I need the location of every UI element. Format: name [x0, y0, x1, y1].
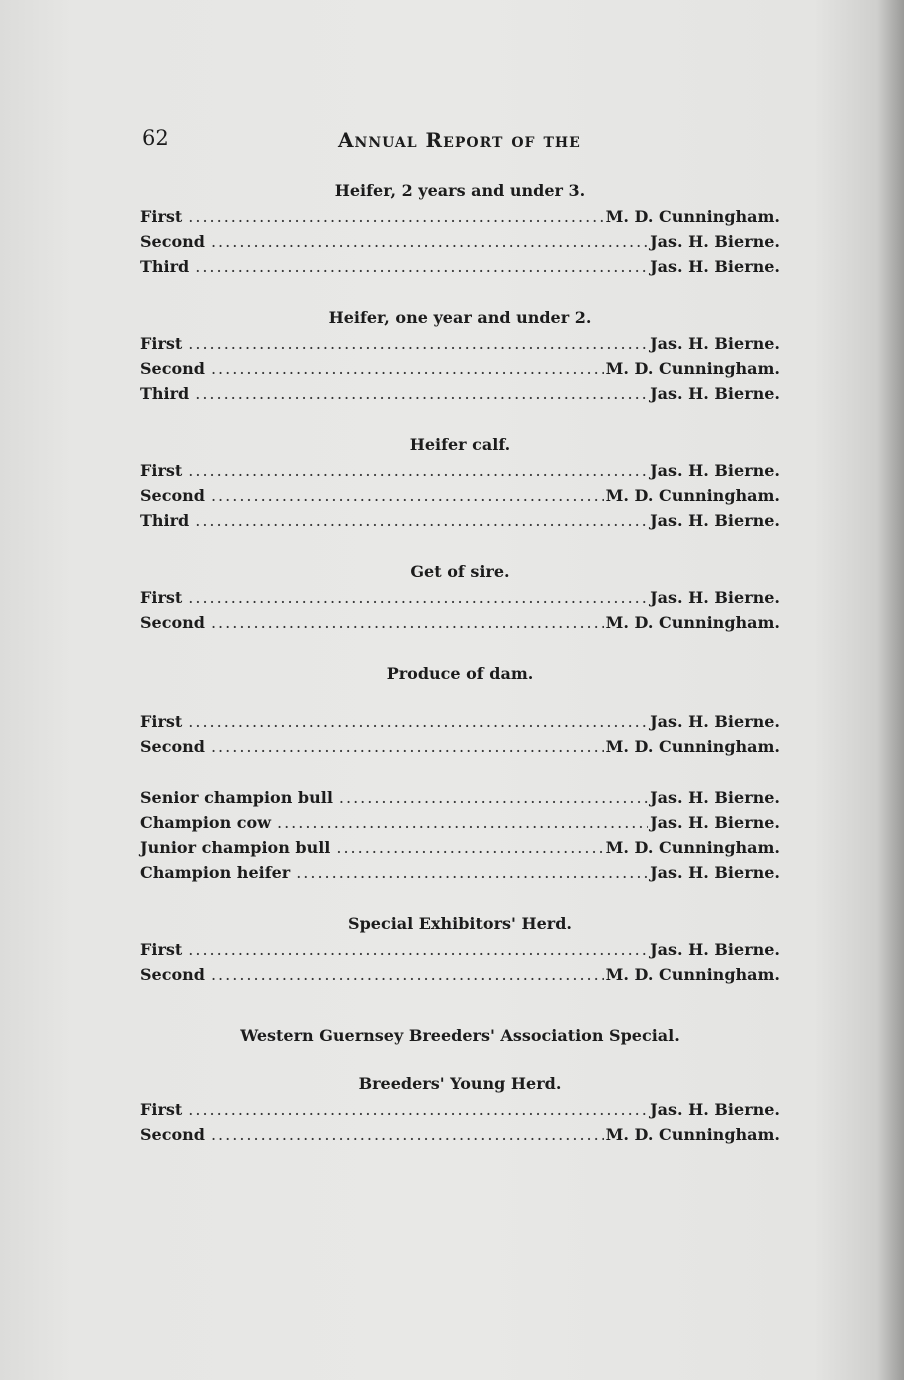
page-header [142, 126, 782, 156]
leader-dots [296, 860, 648, 885]
spacer [140, 885, 780, 911]
place-label: First [140, 712, 183, 731]
result-row [140, 356, 780, 381]
place-label: Third [140, 511, 190, 530]
result-row [140, 381, 780, 406]
leader-dots [188, 204, 603, 229]
running-head: Annual Report of the [338, 128, 581, 152]
winner-name: M. D. Cunningham. [605, 486, 780, 505]
spacer [140, 987, 780, 1023]
leader-dots [211, 229, 648, 254]
winner-name: M. D. Cunningham. [605, 1125, 780, 1144]
winner-name: Jas. H. Bierne. [650, 588, 780, 607]
result-row [140, 254, 780, 279]
winner-name: Jas. H. Bierne. [650, 813, 780, 832]
spacer [140, 1049, 780, 1071]
section-produce-of-dam [140, 661, 780, 759]
place-label: First [140, 588, 183, 607]
leader-dots [195, 381, 648, 406]
result-row [140, 610, 780, 635]
leader-dots [211, 483, 604, 508]
result-row [140, 1097, 780, 1122]
place-label: Champion heifer [140, 863, 291, 882]
section-title: Heifer, 2 years and under 3. [334, 181, 586, 200]
winner-name: M. D. Cunningham. [605, 207, 780, 226]
winner-name: M. D. Cunningham. [605, 965, 780, 984]
place-label: Junior champion bull [140, 838, 331, 857]
winner-name: Jas. H. Bierne. [650, 511, 780, 530]
place-label: First [140, 207, 183, 226]
section-special-herd [140, 911, 780, 987]
leader-dots [211, 610, 604, 635]
winner-name: M. D. Cunningham. [605, 359, 780, 378]
spacer [140, 279, 780, 305]
leader-dots [211, 734, 604, 759]
result-row [140, 1122, 780, 1147]
result-row [140, 204, 780, 229]
place-label: Second [140, 613, 205, 632]
leader-dots [188, 331, 648, 356]
leader-dots [188, 1097, 648, 1122]
section-heifer-calf [140, 432, 780, 533]
association-title: Western Guernsey Breeders' Association Special. [240, 1026, 680, 1045]
result-row [140, 585, 780, 610]
leader-dots [339, 785, 648, 810]
place-label: Champion cow [140, 813, 271, 832]
section-title: Heifer, one year and under 2. [328, 308, 592, 327]
section-title: Get of sire. [410, 562, 510, 581]
winner-name: Jas. H. Bierne. [650, 712, 780, 731]
results-content [140, 178, 780, 1147]
spacer [140, 533, 780, 559]
winner-name: Jas. H. Bierne. [650, 334, 780, 353]
spacer [140, 635, 780, 661]
result-row [140, 860, 780, 885]
spacer [140, 406, 780, 432]
leader-dots [188, 458, 648, 483]
leader-dots [188, 709, 648, 734]
place-label: Second [140, 486, 205, 505]
leader-dots [277, 810, 648, 835]
winner-name: Jas. H. Bierne. [650, 384, 780, 403]
place-label: Senior champion bull [140, 788, 333, 807]
place-label: Second [140, 232, 205, 251]
section-champions [140, 785, 780, 885]
spacer [140, 687, 780, 709]
section-get-of-sire [140, 559, 780, 635]
result-row [140, 734, 780, 759]
place-label: First [140, 461, 183, 480]
result-row [140, 810, 780, 835]
place-label: Third [140, 257, 190, 276]
winner-name: Jas. H. Bierne. [650, 461, 780, 480]
section-title: Breeders' Young Herd. [358, 1074, 562, 1093]
leader-dots [188, 937, 648, 962]
place-label: Second [140, 965, 205, 984]
result-row [140, 331, 780, 356]
winner-name: Jas. H. Bierne. [650, 257, 780, 276]
section-title: Heifer calf. [409, 435, 511, 454]
winner-name: Jas. H. Bierne. [650, 232, 780, 251]
place-label: First [140, 940, 183, 959]
result-row [140, 229, 780, 254]
spacer [140, 759, 780, 785]
winner-name: Jas. H. Bierne. [650, 788, 780, 807]
result-row [140, 785, 780, 810]
place-label: First [140, 334, 183, 353]
winner-name: M. D. Cunningham. [605, 838, 780, 857]
place-label: First [140, 1100, 183, 1119]
place-label: Second [140, 359, 205, 378]
result-row [140, 709, 780, 734]
result-row [140, 835, 780, 860]
winner-name: Jas. H. Bierne. [650, 940, 780, 959]
leader-dots [195, 254, 648, 279]
section-heifer-2-years [140, 178, 780, 279]
section-heifer-1-year [140, 305, 780, 406]
leader-dots [211, 962, 604, 987]
winner-name: M. D. Cunningham. [605, 613, 780, 632]
result-row [140, 962, 780, 987]
section-young-herd [140, 1071, 780, 1147]
place-label: Third [140, 384, 190, 403]
leader-dots [211, 356, 604, 381]
place-label: Second [140, 737, 205, 756]
leader-dots [195, 508, 648, 533]
leader-dots [211, 1122, 604, 1147]
result-row [140, 483, 780, 508]
page-number: 62 [142, 126, 169, 150]
winner-name: Jas. H. Bierne. [650, 863, 780, 882]
result-row [140, 937, 780, 962]
result-row [140, 508, 780, 533]
leader-dots [336, 835, 603, 860]
result-row [140, 458, 780, 483]
winner-name: M. D. Cunningham. [605, 737, 780, 756]
winner-name: Jas. H. Bierne. [650, 1100, 780, 1119]
place-label: Second [140, 1125, 205, 1144]
section-title: Produce of dam. [386, 664, 534, 683]
section-title: Special Exhibitors' Herd. [348, 914, 572, 933]
leader-dots [188, 585, 648, 610]
